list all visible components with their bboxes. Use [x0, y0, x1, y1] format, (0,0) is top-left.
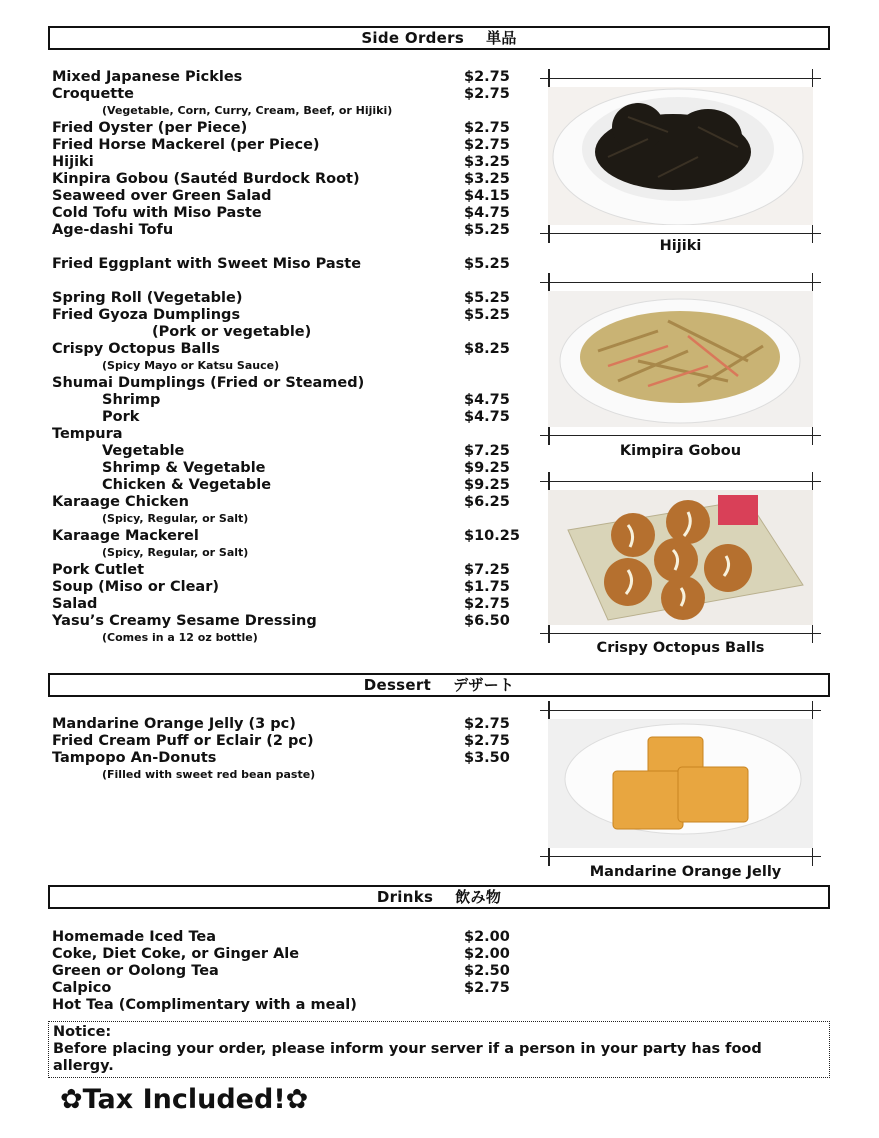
octopus-photo	[548, 490, 813, 625]
menu-item-note: (Spicy Mayo or Katsu Sauce)	[102, 359, 280, 372]
side-orders-title: Side Orders	[361, 29, 465, 47]
notice-title: Notice:	[53, 1024, 112, 1040]
kimpira-photo	[548, 291, 813, 427]
menu-item: Cold Tofu with Miso Paste $4.75	[52, 205, 510, 221]
tax-note	[60, 1084, 308, 1115]
dessert-header	[48, 673, 830, 697]
menu-item: Soup (Miso or Clear) $1.75	[52, 579, 510, 595]
menu-item: Age-dashi Tofu $5.25	[52, 222, 510, 238]
side-orders-title-jp: 単品	[486, 29, 517, 47]
menu-item-note: (Pork or vegetable)	[152, 324, 312, 340]
menu-item: Spring Roll (Vegetable) $5.25	[52, 290, 510, 306]
menu-item: Karaage Chicken $6.25	[52, 494, 510, 510]
octopus-photo-frame	[540, 481, 821, 634]
menu-item: Pork Cutlet $7.25	[52, 562, 510, 578]
side-orders-header	[48, 26, 830, 50]
menu-item: Seaweed over Green Salad $4.15	[52, 188, 510, 204]
menu-item: Vegetable $7.25	[102, 443, 510, 459]
notice-text: Before placing your order, please inform your server if a person in your party has food allergy.	[53, 1041, 762, 1074]
flower-icon: ✿	[285, 1084, 309, 1115]
octopus-caption: Crispy Octopus Balls	[596, 640, 765, 656]
jelly-caption: Mandarine Orange Jelly	[589, 864, 782, 880]
allergy-notice	[48, 1021, 830, 1078]
kimpira-photo-frame	[540, 282, 821, 436]
menu-item-note: (Vegetable, Corn, Curry, Cream, Beef, or Hijiki)	[102, 104, 393, 117]
menu-item: Fried Cream Puff or Eclair (2 pc) $2.75	[52, 733, 510, 749]
menu-item-note: (Spicy, Regular, or Salt)	[102, 512, 249, 525]
jelly-photo	[548, 719, 813, 848]
menu-item: Crispy Octopus Balls $8.25	[52, 341, 510, 357]
menu-item: Fried Gyoza Dumplings $5.25	[52, 307, 510, 323]
menu-item: Kinpira Gobou (Sautéd Burdock Root) $3.25	[52, 171, 510, 187]
flower-icon: ✿	[60, 1084, 83, 1115]
menu-item-note: (Filled with sweet red bean paste)	[102, 768, 316, 781]
side-orders-list	[52, 69, 532, 647]
menu-item: Tampopo An-Donuts $3.50	[52, 750, 510, 766]
menu-item: Mixed Japanese Pickles $2.75	[52, 69, 510, 85]
jelly-photo-frame	[540, 710, 821, 857]
kimpira-caption: Kimpira Gobou	[619, 443, 742, 459]
menu-item: Fried Eggplant with Sweet Miso Paste $5.25	[52, 256, 510, 272]
menu-item: Mandarine Orange Jelly (3 pc) $2.75	[52, 716, 510, 732]
menu-item: Calpico $2.75	[52, 980, 510, 996]
hijiki-photo-frame	[540, 78, 821, 234]
menu-item: Coke, Diet Coke, or Ginger Ale $2.00	[52, 946, 510, 962]
menu-item: Fried Horse Mackerel (per Piece) $2.75	[52, 137, 510, 153]
menu-item: Hijiki $3.25	[52, 154, 510, 170]
menu-item: Fried Oyster (per Piece) $2.75	[52, 120, 510, 136]
menu-item: Homemade Iced Tea $2.00	[52, 929, 510, 945]
hijiki-photo	[548, 87, 813, 225]
menu-item: Pork $4.75	[102, 409, 510, 425]
drinks-title-jp: 飲み物	[455, 888, 502, 906]
hijiki-caption: Hijiki	[659, 238, 702, 254]
menu-item: Green or Oolong Tea $2.50	[52, 963, 510, 979]
menu-item: Yasu’s Creamy Sesame Dressing $6.50	[52, 613, 510, 629]
dessert-title-jp: デザート	[453, 676, 515, 694]
menu-item-note: (Comes in a 12 oz bottle)	[102, 631, 258, 644]
menu-item-note: (Spicy, Regular, or Salt)	[102, 546, 249, 559]
menu-item: Salad $2.75	[52, 596, 510, 612]
menu-item: Shrimp & Vegetable $9.25	[102, 460, 510, 476]
menu-item: Croquette $2.75	[52, 86, 510, 102]
drinks-header	[48, 885, 830, 909]
tax-text: Tax Included!	[82, 1084, 286, 1115]
menu-item: Chicken & Vegetable $9.25	[102, 477, 510, 493]
menu-item: Shumai Dumplings (Fried or Steamed)	[52, 375, 365, 391]
drinks-list	[52, 929, 532, 1014]
dessert-title: Dessert	[363, 676, 432, 694]
drinks-title: Drinks	[376, 888, 434, 906]
menu-item: Tempura	[52, 426, 123, 442]
spacer	[52, 273, 532, 290]
spacer	[52, 239, 532, 256]
dessert-list	[52, 716, 532, 784]
menu-item: Shrimp $4.75	[102, 392, 510, 408]
menu-item: Hot Tea (Complimentary with a meal)	[52, 997, 357, 1013]
menu-item: Karaage Mackerel $10.25	[52, 528, 520, 544]
